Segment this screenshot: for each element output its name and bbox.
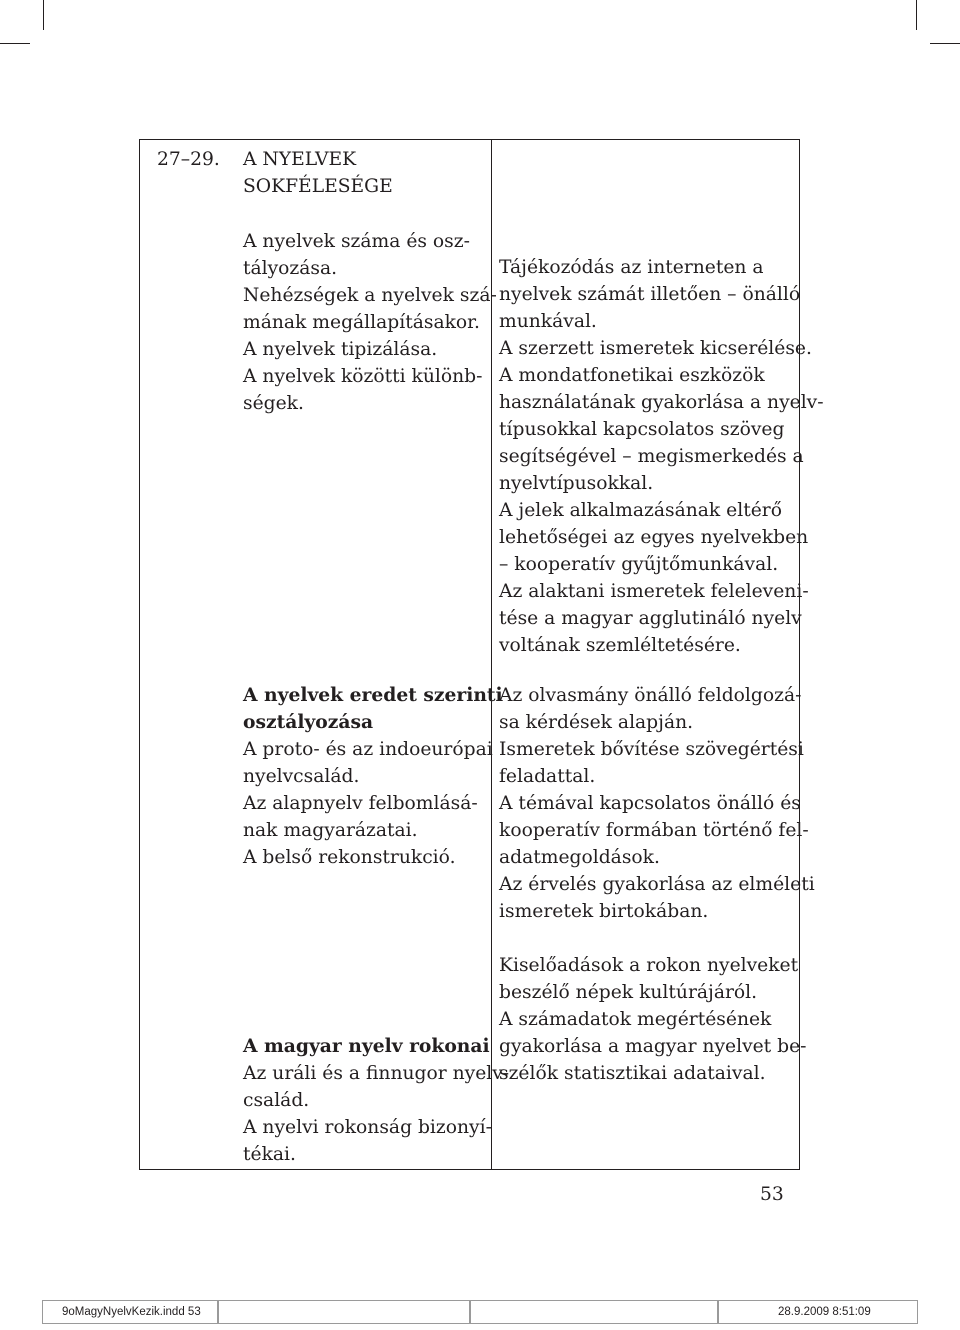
activity-line: gyakorlása a magyar nyelvet be- — [499, 1036, 807, 1057]
activity-line: A mondatfonetikai eszközök — [499, 365, 765, 386]
footer-filename: 9oMagyNyelvKezik.indd 53 — [62, 1306, 201, 1318]
activity-line: A jelek alkalmazásának eltérő — [499, 500, 782, 521]
activity-line: A számadatok megértésének — [499, 1009, 772, 1030]
activity-line: tése a magyar agglutináló nyelv — [499, 608, 802, 629]
topic-line: A nyelvi rokonság bizonyí- — [243, 1117, 492, 1138]
activity-line: Ismeretek bővítése szövegértési — [499, 739, 804, 760]
activity-line: beszélő népek kultúrájáról. — [499, 982, 758, 1003]
activity-line: segítségével – megismerkedés a — [499, 446, 804, 467]
activity-line: – kooperatív gyűjtőmunkával. — [499, 554, 779, 575]
crop-mark — [0, 43, 30, 44]
activity-line: Tájékozódás az interneten a — [499, 257, 764, 278]
slug-box — [470, 1300, 718, 1324]
crop-mark — [916, 0, 917, 30]
activity-line: A témával kapcsolatos önálló és — [499, 793, 801, 814]
topic-line: mának megállapításakor. — [243, 312, 480, 333]
topic-line: Az uráli és a finnugor nyelv- — [243, 1063, 510, 1084]
activity-line: sa kérdések alapján. — [499, 712, 694, 733]
activity-line: A szerzett ismeretek kicserélése. — [499, 338, 812, 359]
topic-line: tályozása. — [243, 258, 338, 279]
topic-line: A nyelvek száma és osz- — [243, 231, 470, 252]
topic-line: A nyelvek tipizálása. — [243, 339, 438, 360]
activity-line: nyelvek számát illetően – önálló — [499, 284, 801, 305]
activity-line: lehetőségei az egyes nyelvekben — [499, 527, 809, 548]
chapter-title-line: A NYELVEK — [243, 149, 357, 170]
activity-line: ismeretek birtokában. — [499, 901, 709, 922]
activity-line: használatának gyakorlása a nyelv- — [499, 392, 824, 413]
topic-line: ségek. — [243, 393, 304, 414]
crop-mark — [43, 0, 44, 30]
crop-mark — [930, 43, 960, 44]
chapter-title-line: SOKFÉLESÉGE — [243, 176, 393, 197]
topic-line: Az alapnyelv felbomlásá- — [243, 793, 478, 814]
slug-box — [218, 1300, 470, 1324]
activity-line: kooperatív formában történő fel- — [499, 820, 809, 841]
page-number: 53 — [760, 1184, 784, 1205]
topic-line: tékai. — [243, 1144, 296, 1165]
activity-line: Az alaktani ismeretek feleleveni- — [499, 581, 809, 602]
activity-line: Az olvasmány önálló feldolgozá- — [499, 685, 802, 706]
topic-line: nak magyarázatai. — [243, 820, 418, 841]
row-number: 27–29. — [157, 149, 220, 170]
section-heading: A magyar nyelv rokonai — [243, 1035, 490, 1057]
activity-line: munkával. — [499, 311, 597, 332]
activity-line: típusokkal kapcsolatos szöveg — [499, 419, 785, 440]
activity-line: Kiselőadások a rokon nyelveket — [499, 955, 799, 976]
topic-line: család. — [243, 1090, 310, 1111]
footer-date: 28.9.2009 8:51:09 — [778, 1306, 871, 1318]
topic-line: Nehézségek a nyelvek szá- — [243, 285, 497, 306]
activity-line: Az érvelés gyakorlása az elméleti — [499, 874, 815, 895]
activity-line: adatmegoldások. — [499, 847, 660, 868]
topic-line: A nyelvek közötti különb- — [243, 366, 483, 387]
section-heading: A nyelvek eredet szerinti osztályozása — [243, 684, 503, 733]
topic-line: nyelvcsalád. — [243, 766, 360, 787]
activity-line: feladattal. — [499, 766, 596, 787]
activity-line: nyelvtípusokkal. — [499, 473, 654, 494]
topic-line: A belső rekonstrukció. — [243, 847, 456, 868]
topic-line: A proto- és az indoeurópai — [243, 739, 493, 760]
activity-line: voltának szemléltetésére. — [499, 635, 741, 656]
activity-line: szélők statisztikai adataival. — [499, 1063, 766, 1084]
